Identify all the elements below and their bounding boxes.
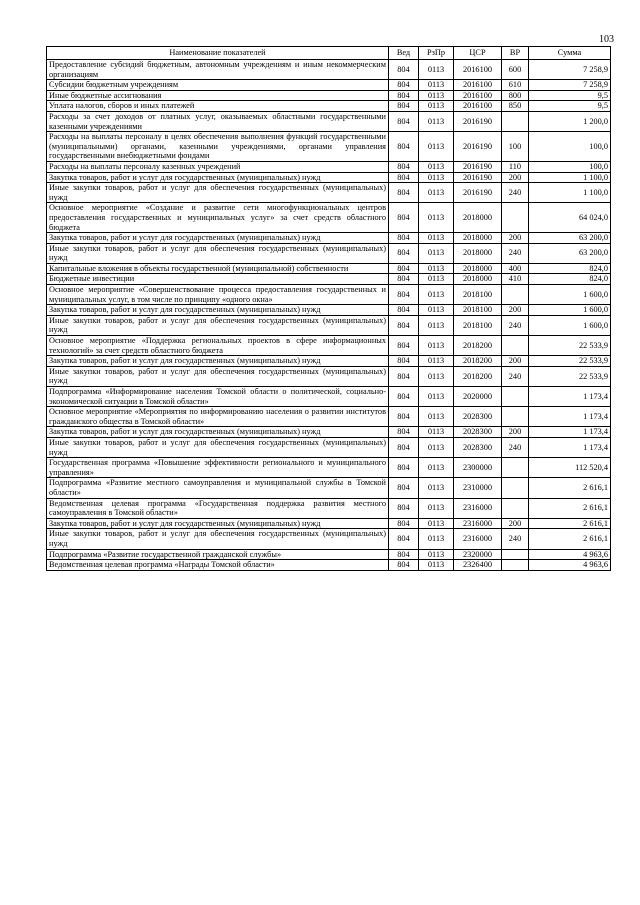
cell-name: Подпрограмма «Развитие государственной гражданской службы» [47, 549, 389, 560]
cell-name: Предоставление субсидий бюджетным, автономным учреждениям и иным некоммерческим организациям [47, 60, 389, 80]
cell-rzpr: 0113 [419, 560, 454, 571]
cell-sum: 100,0 [529, 161, 611, 172]
cell-rzpr: 0113 [419, 161, 454, 172]
budget-table [46, 46, 611, 571]
cell-csr: 2016190 [454, 111, 502, 131]
cell-vr: 240 [502, 366, 529, 386]
cell-vr: 410 [502, 274, 529, 285]
cell-name: Иные закупки товаров, работ и услуг для обеспечения государственных (муниципальных) нужд [47, 437, 389, 457]
cell-sum: 7 258,9 [529, 60, 611, 80]
cell-ved: 804 [389, 183, 419, 203]
cell-vr: 400 [502, 263, 529, 274]
cell-name: Закупка товаров, работ и услуг для государственных (муниципальных) нужд [47, 305, 389, 316]
table-row [47, 233, 611, 244]
table-row [47, 183, 611, 203]
cell-sum: 63 200,0 [529, 243, 611, 263]
cell-sum: 2 616,1 [529, 478, 611, 498]
cell-ved: 804 [389, 458, 419, 478]
cell-ved: 804 [389, 356, 419, 367]
cell-name: Основное мероприятие «Поддержка региональных проектов в сфере информационных технологий» за счет средств областного бюджета [47, 336, 389, 356]
table-row [47, 529, 611, 549]
cell-csr: 2028300 [454, 427, 502, 438]
cell-vr [502, 478, 529, 498]
table-row [47, 90, 611, 101]
cell-name: Иные закупки товаров, работ и услуг для обеспечения государственных (муниципальных) нужд [47, 183, 389, 203]
cell-vr [502, 111, 529, 131]
cell-name: Расходы за счет доходов от платных услуг, оказываемых областными государственными казенными учреждениями [47, 111, 389, 131]
cell-ved: 804 [389, 172, 419, 183]
cell-sum: 824,0 [529, 263, 611, 274]
cell-sum: 1 173,4 [529, 407, 611, 427]
cell-rzpr: 0113 [419, 427, 454, 438]
cell-name: Закупка товаров, работ и услуг для государственных (муниципальных) нужд [47, 427, 389, 438]
cell-vr: 240 [502, 315, 529, 335]
cell-csr: 2018000 [454, 203, 502, 233]
cell-vr [502, 458, 529, 478]
cell-csr: 2018200 [454, 356, 502, 367]
cell-vr: 850 [502, 101, 529, 112]
cell-ved: 804 [389, 233, 419, 244]
cell-sum: 1 173,4 [529, 387, 611, 407]
cell-rzpr: 0113 [419, 407, 454, 427]
column-header-name: Наименование показателей [47, 47, 389, 60]
table-header-row [47, 47, 611, 60]
table-row [47, 478, 611, 498]
column-header-csr: ЦСР [454, 47, 502, 60]
table-row [47, 80, 611, 91]
cell-ved: 804 [389, 101, 419, 112]
cell-ved: 804 [389, 518, 419, 529]
cell-csr: 2018000 [454, 233, 502, 244]
cell-vr [502, 336, 529, 356]
cell-rzpr: 0113 [419, 529, 454, 549]
cell-name: Ведомственная целевая программа «Награды Томской области» [47, 560, 389, 571]
cell-csr: 2020000 [454, 387, 502, 407]
table-row [47, 336, 611, 356]
cell-rzpr: 0113 [419, 183, 454, 203]
cell-csr: 2018200 [454, 366, 502, 386]
table-row [47, 161, 611, 172]
cell-ved: 804 [389, 366, 419, 386]
cell-vr: 800 [502, 90, 529, 101]
cell-name: Расходы на выплаты персоналу в целях обеспечения выполнения функций государственными (муниципальными) органами, казенными учреждениями, органами управления государственными внебюджетными фондами [47, 132, 389, 162]
table-row [47, 518, 611, 529]
cell-ved: 804 [389, 305, 419, 316]
cell-rzpr: 0113 [419, 458, 454, 478]
table-row [47, 172, 611, 183]
cell-sum: 4 963,6 [529, 549, 611, 560]
cell-vr: 200 [502, 233, 529, 244]
cell-sum: 824,0 [529, 274, 611, 285]
cell-name: Государственная программа «Повышение эффективности регионального и муниципального управления» [47, 458, 389, 478]
cell-name: Закупка товаров, работ и услуг для государственных (муниципальных) нужд [47, 356, 389, 367]
cell-rzpr: 0113 [419, 305, 454, 316]
table-row [47, 549, 611, 560]
cell-rzpr: 0113 [419, 387, 454, 407]
table-body [47, 60, 611, 571]
cell-name: Закупка товаров, работ и услуг для государственных (муниципальных) нужд [47, 518, 389, 529]
cell-sum: 9,5 [529, 90, 611, 101]
cell-csr: 2300000 [454, 458, 502, 478]
cell-rzpr: 0113 [419, 233, 454, 244]
cell-sum: 1 600,0 [529, 315, 611, 335]
cell-ved: 804 [389, 263, 419, 274]
cell-sum: 1 100,0 [529, 183, 611, 203]
cell-rzpr: 0113 [419, 274, 454, 285]
cell-sum: 22 533,9 [529, 336, 611, 356]
page-number: 103 [599, 34, 614, 45]
cell-sum: 22 533,9 [529, 366, 611, 386]
table-row [47, 407, 611, 427]
cell-ved: 804 [389, 80, 419, 91]
cell-csr: 2016100 [454, 90, 502, 101]
cell-rzpr: 0113 [419, 101, 454, 112]
cell-csr: 2316000 [454, 498, 502, 518]
cell-rzpr: 0113 [419, 366, 454, 386]
cell-csr: 2016100 [454, 101, 502, 112]
cell-name: Иные закупки товаров, работ и услуг для обеспечения государственных (муниципальных) нужд [47, 243, 389, 263]
cell-sum: 22 533,9 [529, 356, 611, 367]
cell-rzpr: 0113 [419, 80, 454, 91]
table-row [47, 132, 611, 162]
cell-ved: 804 [389, 529, 419, 549]
cell-vr [502, 285, 529, 305]
cell-vr [502, 203, 529, 233]
cell-ved: 804 [389, 243, 419, 263]
cell-rzpr: 0113 [419, 60, 454, 80]
cell-sum: 64 024,0 [529, 203, 611, 233]
cell-rzpr: 0113 [419, 498, 454, 518]
cell-ved: 804 [389, 427, 419, 438]
cell-csr: 2018100 [454, 305, 502, 316]
cell-rzpr: 0113 [419, 437, 454, 457]
cell-sum: 1 200,0 [529, 111, 611, 131]
table-row [47, 356, 611, 367]
cell-vr [502, 498, 529, 518]
cell-csr: 2016190 [454, 132, 502, 162]
cell-name: Уплата налогов, сборов и иных платежей [47, 101, 389, 112]
cell-csr: 2018100 [454, 285, 502, 305]
table-row [47, 203, 611, 233]
cell-name: Подпрограмма «Развитие местного самоуправления и муниципальной службы в Томской области» [47, 478, 389, 498]
cell-csr: 2310000 [454, 478, 502, 498]
cell-ved: 804 [389, 437, 419, 457]
cell-csr: 2016100 [454, 80, 502, 91]
table-row [47, 387, 611, 407]
cell-sum: 2 616,1 [529, 518, 611, 529]
cell-name: Иные закупки товаров, работ и услуг для обеспечения государственных (муниципальных) нужд [47, 366, 389, 386]
cell-sum: 1 600,0 [529, 285, 611, 305]
cell-rzpr: 0113 [419, 243, 454, 263]
table-row [47, 458, 611, 478]
cell-vr: 200 [502, 356, 529, 367]
cell-csr: 2316000 [454, 518, 502, 529]
cell-name: Капитальные вложения в объекты государственной (муниципальной) собственности [47, 263, 389, 274]
cell-vr: 110 [502, 161, 529, 172]
cell-vr: 200 [502, 172, 529, 183]
cell-sum: 112 520,4 [529, 458, 611, 478]
cell-ved: 804 [389, 274, 419, 285]
cell-csr: 2018000 [454, 263, 502, 274]
table-row [47, 315, 611, 335]
column-header-sum: Сумма [529, 47, 611, 60]
cell-csr: 2018000 [454, 243, 502, 263]
cell-rzpr: 0113 [419, 336, 454, 356]
cell-ved: 804 [389, 132, 419, 162]
cell-ved: 804 [389, 560, 419, 571]
cell-name: Подпрограмма «Информирование населения Томской области о политической, социально-экономической ситуации в Томской области» [47, 387, 389, 407]
cell-csr: 2028300 [454, 407, 502, 427]
cell-name: Бюджетные инвестиции [47, 274, 389, 285]
cell-vr [502, 387, 529, 407]
table-row [47, 366, 611, 386]
column-header-vr: ВР [502, 47, 529, 60]
table-row [47, 498, 611, 518]
cell-sum: 1 100,0 [529, 172, 611, 183]
cell-sum: 2 616,1 [529, 529, 611, 549]
table-row [47, 263, 611, 274]
cell-csr: 2018200 [454, 336, 502, 356]
cell-name: Ведомственная целевая программа «Государственная поддержка развития местного самоуправления в Томской области» [47, 498, 389, 518]
table-row [47, 60, 611, 80]
cell-vr: 240 [502, 183, 529, 203]
cell-sum: 100,0 [529, 132, 611, 162]
table-row [47, 285, 611, 305]
cell-name: Расходы на выплаты персоналу казенных учреждений [47, 161, 389, 172]
cell-ved: 804 [389, 478, 419, 498]
cell-ved: 804 [389, 60, 419, 80]
cell-ved: 804 [389, 203, 419, 233]
cell-ved: 804 [389, 285, 419, 305]
cell-vr: 100 [502, 132, 529, 162]
cell-ved: 804 [389, 387, 419, 407]
cell-name: Закупка товаров, работ и услуг для государственных (муниципальных) нужд [47, 233, 389, 244]
cell-csr: 2018100 [454, 315, 502, 335]
cell-csr: 2016190 [454, 172, 502, 183]
cell-rzpr: 0113 [419, 518, 454, 529]
cell-sum: 1 173,4 [529, 427, 611, 438]
cell-name: Основное мероприятие «Совершенствование процесса предоставления государственных и муниципальных услуг, в том числе по принципу «одного окна» [47, 285, 389, 305]
table-row [47, 101, 611, 112]
cell-csr: 2320000 [454, 549, 502, 560]
cell-rzpr: 0113 [419, 172, 454, 183]
cell-rzpr: 0113 [419, 111, 454, 131]
table-row [47, 560, 611, 571]
table-row [47, 437, 611, 457]
cell-csr: 2018000 [454, 274, 502, 285]
cell-rzpr: 0113 [419, 285, 454, 305]
cell-vr [502, 549, 529, 560]
cell-sum: 9,5 [529, 101, 611, 112]
cell-vr [502, 560, 529, 571]
cell-name: Иные бюджетные ассигнования [47, 90, 389, 101]
cell-ved: 804 [389, 498, 419, 518]
cell-name: Основное мероприятие «Создание и развитие сети многофункциональных центров предоставления государственных и муниципальных услуг» за счет средств областного бюджета [47, 203, 389, 233]
cell-name: Иные закупки товаров, работ и услуг для обеспечения государственных (муниципальных) нужд [47, 315, 389, 335]
cell-ved: 804 [389, 161, 419, 172]
cell-csr: 2028300 [454, 437, 502, 457]
cell-vr: 200 [502, 518, 529, 529]
cell-rzpr: 0113 [419, 90, 454, 101]
cell-ved: 804 [389, 90, 419, 101]
cell-sum: 63 200,0 [529, 233, 611, 244]
cell-rzpr: 0113 [419, 263, 454, 274]
cell-csr: 2316000 [454, 529, 502, 549]
cell-rzpr: 0113 [419, 549, 454, 560]
cell-vr: 200 [502, 427, 529, 438]
cell-rzpr: 0113 [419, 132, 454, 162]
table-row [47, 111, 611, 131]
cell-vr [502, 407, 529, 427]
cell-sum: 2 616,1 [529, 498, 611, 518]
cell-rzpr: 0113 [419, 356, 454, 367]
cell-vr: 600 [502, 60, 529, 80]
cell-rzpr: 0113 [419, 315, 454, 335]
column-header-ved: Вед [389, 47, 419, 60]
cell-sum: 4 963,6 [529, 560, 611, 571]
cell-vr: 240 [502, 529, 529, 549]
cell-ved: 804 [389, 111, 419, 131]
column-header-rzpr: РзПр [419, 47, 454, 60]
cell-sum: 1 173,4 [529, 437, 611, 457]
cell-vr: 610 [502, 80, 529, 91]
cell-name: Субсидии бюджетным учреждениям [47, 80, 389, 91]
cell-vr: 240 [502, 437, 529, 457]
table-row [47, 274, 611, 285]
cell-ved: 804 [389, 549, 419, 560]
table-row [47, 427, 611, 438]
cell-ved: 804 [389, 336, 419, 356]
cell-csr: 2016190 [454, 161, 502, 172]
cell-csr: 2016100 [454, 60, 502, 80]
cell-ved: 804 [389, 315, 419, 335]
cell-ved: 804 [389, 407, 419, 427]
cell-name: Закупка товаров, работ и услуг для государственных (муниципальных) нужд [47, 172, 389, 183]
table-row [47, 243, 611, 263]
cell-name: Основное мероприятие «Мероприятия по информированию населения о развитии институтов гражданского общества в Томской области» [47, 407, 389, 427]
cell-rzpr: 0113 [419, 478, 454, 498]
cell-sum: 7 258,9 [529, 80, 611, 91]
cell-sum: 1 600,0 [529, 305, 611, 316]
cell-rzpr: 0113 [419, 203, 454, 233]
cell-vr: 200 [502, 305, 529, 316]
cell-csr: 2326400 [454, 560, 502, 571]
cell-vr: 240 [502, 243, 529, 263]
table-row [47, 305, 611, 316]
cell-csr: 2016190 [454, 183, 502, 203]
cell-name: Иные закупки товаров, работ и услуг для обеспечения государственных (муниципальных) нужд [47, 529, 389, 549]
